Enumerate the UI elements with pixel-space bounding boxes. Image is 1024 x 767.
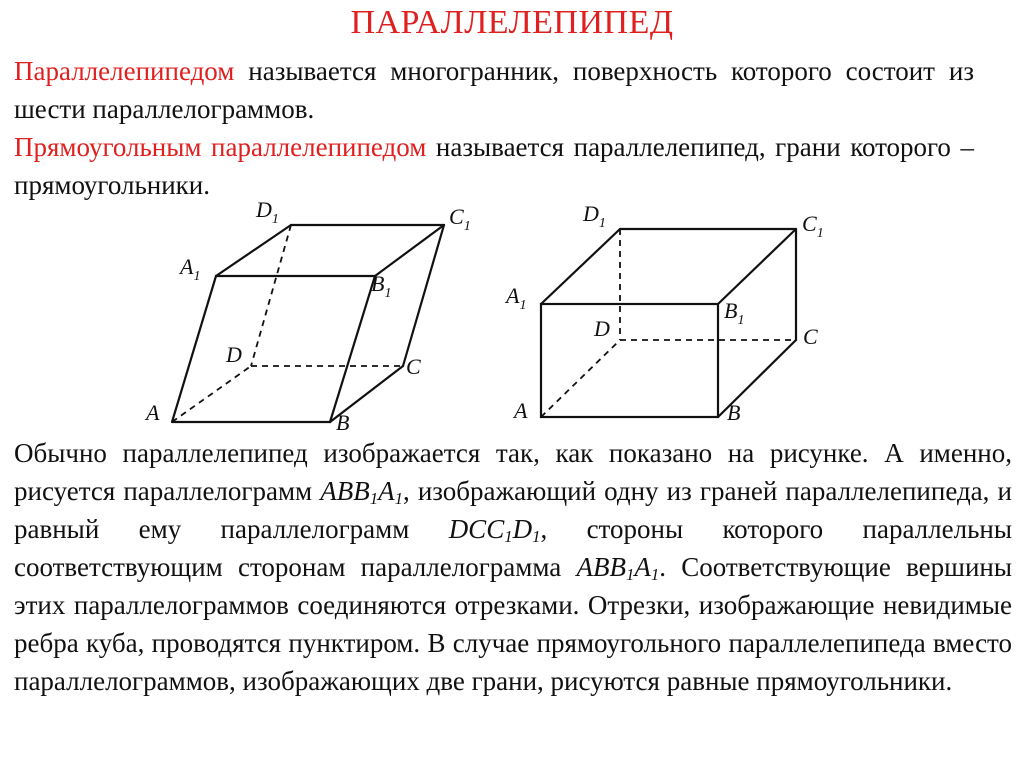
vertex-label-C: C <box>406 354 421 379</box>
definition-term: Параллелепипедом <box>14 56 235 86</box>
body-text-2: , изображающий одну из граней параллелепипеда, и равный ему параллелограмм <box>14 476 1012 544</box>
vertex-label-D1: $D_1$ <box>583 201 606 231</box>
vertex-label-C1: $C_1$ <box>449 204 471 234</box>
vertex-label-C1: $C_1$ <box>802 211 824 241</box>
body-text-1: Обычно параллелепипед изображается так, как показано на рисунке. А именно, рисуется параллелограмм <box>14 438 1012 506</box>
body-text-3: , стороны которого параллельны соответствующим сторонам параллелограмма <box>14 514 1012 582</box>
explanation-paragraph <box>14 434 1012 700</box>
vertex-label-A1: $A_1$ <box>180 254 201 284</box>
vertex-label-B1: $B_1$ <box>371 271 392 301</box>
edge-A1-D1 <box>541 229 620 304</box>
vertex-label-A: A <box>146 400 160 425</box>
definition-text: называется многогранник, поверхность которого состоит из шести параллелограммов. <box>14 56 974 124</box>
math-DCC1D1: $DCC_1D_1$ <box>448 514 541 547</box>
definition-text: называется параллелепипед, грани которого – прямоугольники. <box>14 132 974 200</box>
vertex-label-B: B <box>727 400 741 425</box>
vertex-label-A1: $A_1$ <box>506 283 527 313</box>
vertex-label-B: B <box>336 410 350 435</box>
vertex-label-D1: $D_1$ <box>256 197 279 227</box>
vertex-label-D: D <box>226 342 242 367</box>
math-ABB1A1: $ABB_1A_1$ <box>576 552 660 585</box>
definition-term: Прямоугольным параллелепипедом <box>14 132 427 162</box>
edge-front-face <box>541 304 718 417</box>
edge-hidden-A-D <box>541 340 620 417</box>
vertex-label-B1: $B_1$ <box>724 298 745 328</box>
vertex-label-D: D <box>594 316 610 341</box>
edge-B1-C1 <box>718 229 796 304</box>
vertex-label-A: A <box>514 398 528 423</box>
page-title: ПАРАЛЛЕЛЕПИПЕД <box>350 4 674 41</box>
vertex-label-C: C <box>803 324 818 349</box>
math-ABB1A1: $ABB_1A_1$ <box>320 476 403 509</box>
body-text-4: . Соответствующие вершины этих параллелограммов соединяются отрезками. Отрезки, изображающие невидимые ребра куба, проводятся пунктиром. В случае прямоугольного параллелепипеда вместо параллелограммов, изображающих две грани, рисуются равные прямоугольники. <box>14 552 1012 696</box>
